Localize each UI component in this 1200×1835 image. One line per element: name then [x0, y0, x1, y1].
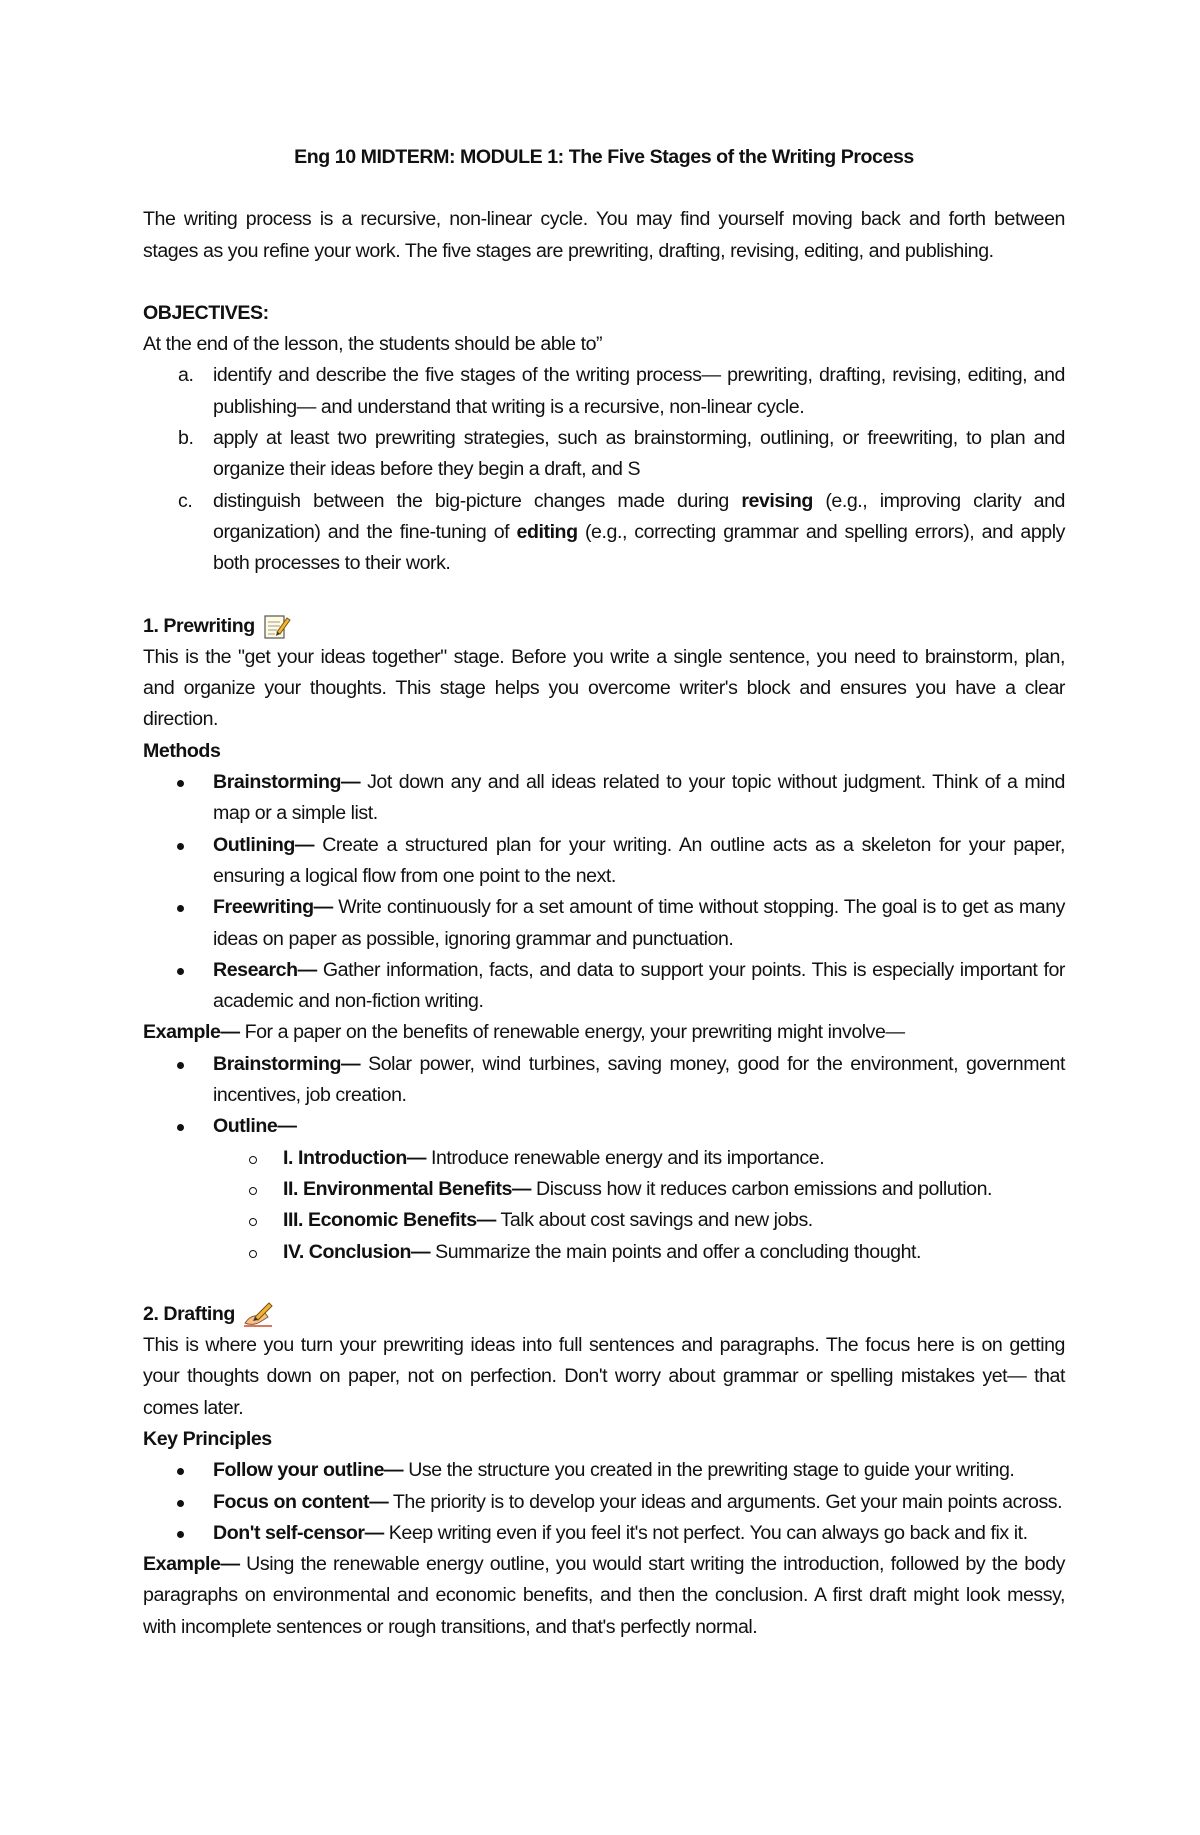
- document-body: [143, 142, 1065, 1643]
- intro-paragraph: The writing process is a recursive, non-linear cycle. You may find yourself moving back and forth between stages as you refine your work. The five stages are prewriting, drafting, revising, editing, and publishing.: [143, 208, 1065, 262]
- writing-hand-icon: [243, 1301, 273, 1327]
- objective-text: identify and describe the five stages of the writing process— prewriting, drafting, revising, editing, and publishing— and understand that writing is a recursive, non-linear cycle.: [213, 364, 1065, 418]
- objective-item: [143, 423, 1065, 486]
- outline-item: [143, 1174, 1065, 1205]
- objectives-list: [143, 360, 1065, 579]
- list-item-text: Use the structure you created in the prewriting stage to guide your writing.: [403, 1459, 1015, 1482]
- bullet-icon: [177, 843, 184, 850]
- outline-item: [143, 1205, 1065, 1236]
- prewriting-heading-text: 1. Prewriting: [143, 614, 255, 637]
- principles-list: [143, 1455, 1065, 1549]
- objective-item: [143, 360, 1065, 423]
- methods-list: [143, 767, 1065, 1017]
- list-item: [143, 1455, 1065, 1486]
- list-item-text: The priority is to develop your ideas and arguments. Get your main points across.: [388, 1490, 1063, 1513]
- list-item-text: Write continuously for a set amount of time without stopping. The goal is to get as many ideas on paper as possible, ignoring grammar and punctuation.: [213, 896, 1065, 950]
- outline-item: [143, 1143, 1065, 1174]
- bullet-icon: [177, 968, 184, 975]
- list-item-term: Don't self-censor—: [213, 1521, 384, 1544]
- list-item-term: Brainstorming—: [213, 1052, 361, 1075]
- list-item: [143, 1111, 1065, 1142]
- page-title: Eng 10 MIDTERM: MODULE 1: The Five Stages of the Writing Process: [294, 146, 914, 168]
- list-item-text: Gather information, facts, and data to support your points. This is especially important for academic and non-fiction writing.: [213, 958, 1065, 1013]
- list-item-term: Outlining—: [213, 833, 315, 856]
- outline-item-term: III. Economic Benefits—: [283, 1209, 496, 1232]
- circle-bullet-icon: [249, 1156, 257, 1164]
- example-label: Example—: [143, 1021, 240, 1044]
- prewriting-example: [143, 1017, 1065, 1048]
- objective-text: apply at least two prewriting strategies, such as brainstorming, outlining, or freewriting, to plan and organize their ideas before they begin a draft, and S: [213, 427, 1065, 481]
- bullet-icon: [177, 1468, 184, 1475]
- list-item: [143, 1518, 1065, 1549]
- bullet-icon: [177, 1531, 184, 1538]
- example-text: Using the renewable energy outline, you would start writing the introduction, followed by the body paragraphs on environmental and economic benefits, and then the conclusion. A first draft might look messy, with incomplete sentences or rough transitions, and that's perfectly normal.: [143, 1553, 1065, 1638]
- key-principles-heading: Key Principles: [143, 1427, 272, 1450]
- list-item-term: Outline—: [213, 1115, 297, 1138]
- list-item-text: Solar power, wind turbines, saving money, good for the environment, government incentives, job creation.: [213, 1052, 1065, 1107]
- objectives-lead: At the end of the lesson, the students should be able to”: [143, 333, 603, 356]
- prewriting-description: This is the "get your ideas together" stage. Before you write a single sentence, you need to brainstorm, plan, and organize your thoughts. This stage helps you overcome writer's block and ensures you have a clear direction.: [143, 645, 1065, 731]
- drafting-description: This is where you turn your prewriting ideas into full sentences and paragraphs. The focus here is on getting your thoughts down on paper, not on perfection. Don't worry about grammar or spelling mistakes yet— that comes later.: [143, 1334, 1065, 1419]
- circle-bullet-icon: [249, 1218, 257, 1226]
- outline-item-term: II. Environmental Benefits—: [283, 1177, 532, 1200]
- drafting-example: [143, 1549, 1065, 1643]
- drafting-heading: [143, 1299, 1065, 1330]
- list-item-term: Freewriting—: [213, 896, 333, 919]
- objective-marker: c.: [178, 489, 193, 512]
- bullet-icon: [177, 1500, 184, 1507]
- objective-marker: a.: [178, 364, 194, 387]
- list-item: [143, 1049, 1065, 1112]
- example-list: [143, 1049, 1065, 1143]
- memo-pencil-icon: [263, 612, 291, 640]
- objective-text-part: (e.g., improving clarity and organization) and the fine-tuning of: [213, 489, 1066, 543]
- objective-marker: b.: [178, 427, 194, 450]
- drafting-heading-text: 2. Drafting: [143, 1302, 235, 1325]
- circle-bullet-icon: [249, 1250, 257, 1258]
- outline-item-term: IV. Conclusion—: [283, 1240, 431, 1263]
- outline-item-text: Discuss how it reduces carbon emissions and pollution.: [531, 1177, 993, 1200]
- bullet-icon: [177, 780, 184, 787]
- list-item-text: Keep writing even if you feel it's not perfect. You can always go back and fix it.: [383, 1521, 1028, 1544]
- objective-text-part: (e.g., correcting grammar and spelling errors), and apply both processes to their work.: [213, 520, 1065, 575]
- outline-list: [143, 1143, 1065, 1268]
- list-item-term: Brainstorming—: [213, 771, 361, 794]
- outline-item-term: I. Introduction—: [283, 1146, 426, 1169]
- list-item-term: Focus on content—: [213, 1490, 389, 1513]
- list-item: [143, 892, 1065, 955]
- outline-item-text: Summarize the main points and offer a concluding thought.: [430, 1240, 922, 1263]
- objective-term-revising: revising: [741, 489, 813, 512]
- circle-bullet-icon: [249, 1187, 257, 1195]
- objective-term-editing: editing: [516, 520, 578, 543]
- objective-item: [143, 486, 1065, 580]
- prewriting-heading: [143, 611, 1065, 642]
- outline-item-text: Introduce renewable energy and its importance.: [426, 1146, 825, 1169]
- list-item-term: Follow your outline—: [213, 1459, 404, 1482]
- list-item: [143, 830, 1065, 893]
- outline-item-text: Talk about cost savings and new jobs.: [495, 1209, 813, 1232]
- objective-text-part: distinguish between the big-picture changes made during: [213, 489, 742, 512]
- methods-heading: Methods: [143, 739, 221, 762]
- example-text: For a paper on the benefits of renewable energy, your prewriting might involve—: [239, 1021, 905, 1044]
- list-item-text: Create a structured plan for your writing. An outline acts as a skeleton for your paper, ensuring a logical flow from one point to the next.: [213, 833, 1065, 887]
- bullet-icon: [177, 905, 184, 912]
- bullet-icon: [177, 1124, 184, 1131]
- outline-item: [143, 1237, 1065, 1268]
- bullet-icon: [177, 1062, 184, 1069]
- objectives-heading: OBJECTIVES:: [143, 301, 269, 324]
- list-item-term: Research—: [213, 958, 317, 981]
- example-label: Example—: [143, 1553, 240, 1576]
- list-item: [143, 955, 1065, 1018]
- list-item-text: Jot down any and all ideas related to your topic without judgment. Think of a mind map or a simple list.: [213, 771, 1065, 825]
- list-item: [143, 1487, 1065, 1518]
- list-item: [143, 767, 1065, 830]
